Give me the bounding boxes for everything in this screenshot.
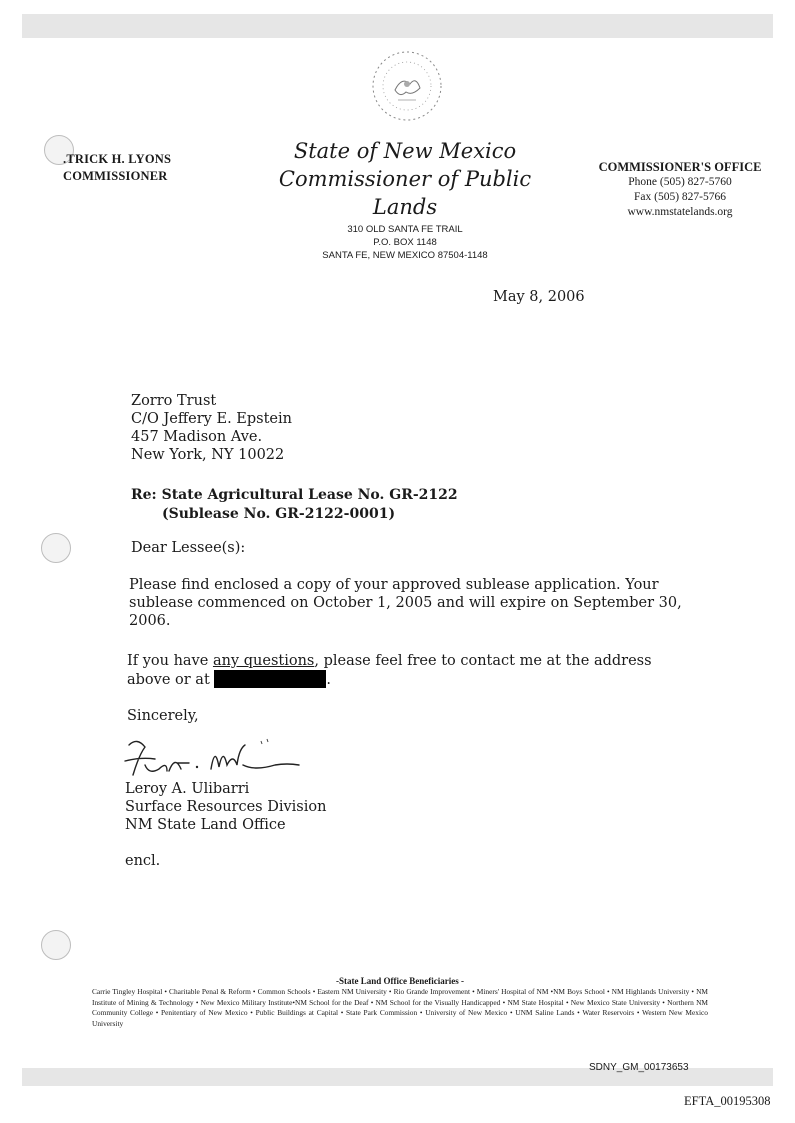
- handwritten-signature-icon: [115, 735, 305, 783]
- closing: Sincerely,: [127, 708, 199, 724]
- recipient-address: [131, 392, 292, 464]
- re-line-1: Re: State Agricultural Lease No. GR-2122: [131, 487, 458, 503]
- footer-title: -State Land Office Beneficiaries -: [336, 976, 464, 986]
- efta-id: EFTA_00195308: [684, 1094, 771, 1108]
- salutation: Dear Lessee(s):: [131, 540, 246, 556]
- redaction-box: [214, 670, 326, 688]
- office-title: COMMISSIONER'S OFFICE: [598, 160, 762, 174]
- punch-hole-bottom: [41, 930, 71, 960]
- punch-hole-middle: [41, 533, 71, 563]
- paragraph-2-end: .: [326, 672, 331, 688]
- letterhead-address-city: SANTA FE, NEW MEXICO 87504-1148: [322, 250, 488, 261]
- letterhead: [245, 137, 565, 262]
- commissioner-title: COMMISSIONER: [63, 169, 168, 183]
- paragraph-2-underlined: any questions: [212, 653, 315, 669]
- footer-beneficiaries: Carrie Tingley Hospital • Charitable Penal & Reform • Common Schools • Eastern NM University • Rio Grande Improvement • Miners' Hospital of NM •NM Boys School • NM Highlands University • NM Institute of Mining & Technology • New Mexico Military Institute•NM School for the Deaf • NM School for the Visually Handicapped • NM State Hospital • New Mexico State University • Northern NM Community College • Penitentiary of New Mexico • Public Buildings at Capital • State Park Commission • University of New Mexico • UNM Saline Lands • Water Reservoirs • Western New Mexico University: [92, 987, 708, 1028]
- recipient-line-1: Zorro Trust: [131, 393, 217, 409]
- recipient-line-4: New York, NY 10022: [131, 447, 285, 463]
- office-website: www.nmstatelands.org: [627, 206, 733, 218]
- letterhead-address-street: 310 OLD SANTA FE TRAIL: [347, 224, 463, 235]
- office-contact-block: [590, 160, 770, 220]
- body-paragraph-1: Please find enclosed a copy of your approved sublease application. Your sublease commenced on October 1, 2005 and will expire on September 30, 2006.: [129, 577, 682, 629]
- recipient-line-2: C/O Jeffery E. Epstein: [131, 411, 292, 427]
- signer-office: NM State Land Office: [125, 817, 286, 833]
- signer-division: Surface Resources Division: [125, 799, 327, 815]
- signer-name: Leroy A. Ulibarri: [125, 781, 250, 797]
- scan-band-top: [22, 14, 773, 38]
- document-id: SDNY_GM_00173653: [589, 1062, 689, 1073]
- re-line-2: (Sublease No. GR-2122-0001): [162, 506, 396, 522]
- signer-block: [125, 780, 326, 834]
- letter-date: May 8, 2006: [493, 289, 585, 305]
- body-paragraph-2: [127, 652, 687, 689]
- letterhead-title-commissioner: Commissioner of Public Lands: [278, 167, 532, 219]
- letterhead-address-box: P.O. BOX 1148: [373, 237, 437, 248]
- office-phone: Phone (505) 827-5760: [628, 176, 732, 188]
- commissioner-block: [63, 151, 171, 185]
- office-fax: Fax (505) 827-5766: [634, 191, 726, 203]
- letterhead-title-state: State of New Mexico: [293, 139, 517, 163]
- state-seal-icon: [362, 46, 452, 126]
- recipient-line-3: 457 Madison Ave.: [131, 429, 263, 445]
- paragraph-2-middle: , please feel free to contact me at the address above or at: [127, 653, 652, 688]
- paragraph-2-start: If you have: [127, 653, 213, 669]
- commissioner-name: .TRICK H. LYONS: [63, 152, 172, 166]
- enclosure-note: encl.: [125, 853, 161, 869]
